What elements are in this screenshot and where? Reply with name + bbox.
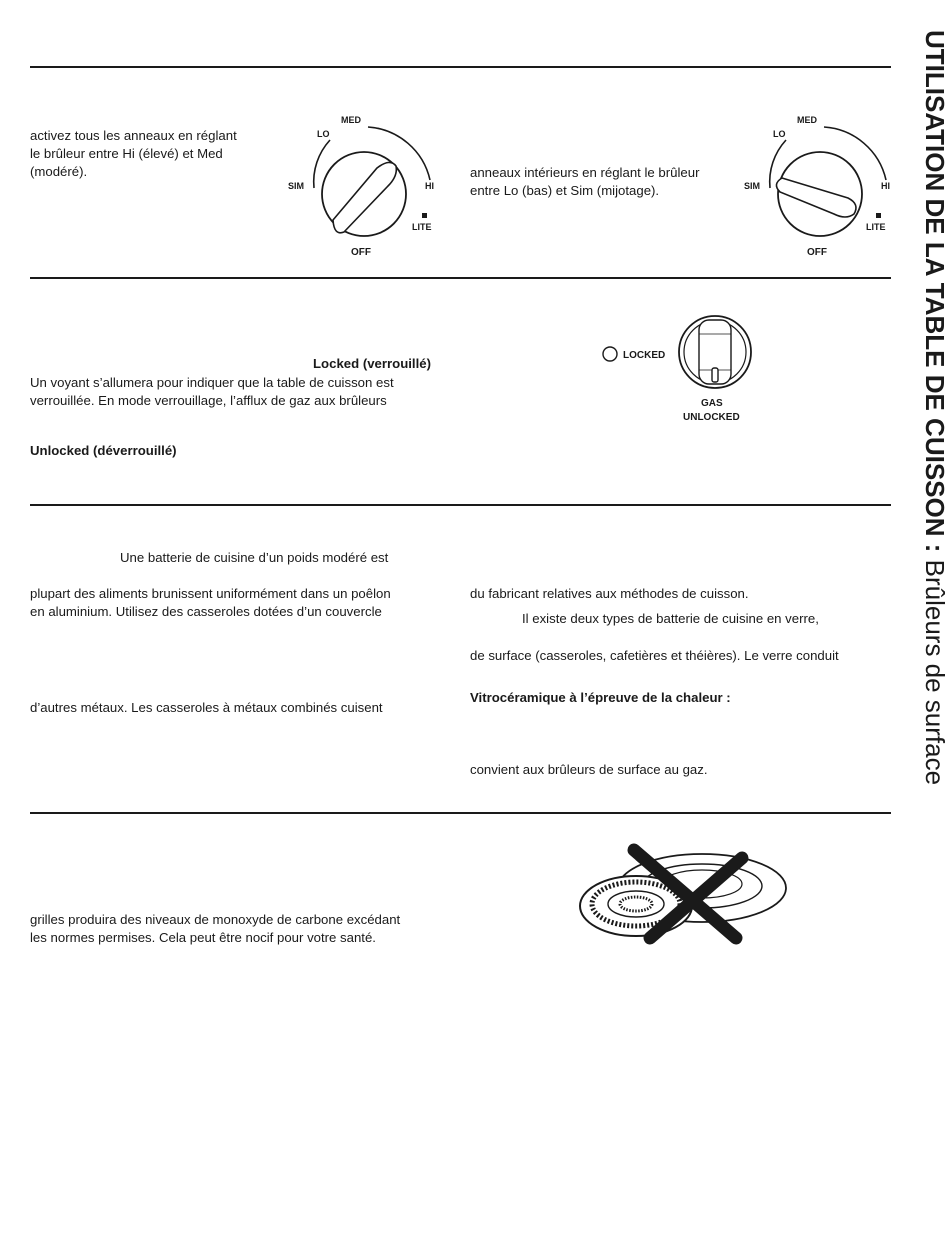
co-warning-text [30,911,400,947]
unlocked-heading: Unlocked (déverrouillé) [30,443,177,458]
lock-indicator-light-icon [603,347,617,361]
cookware-text-aluminum [30,585,391,621]
lock-label-unlocked: UNLOCKED [683,412,740,423]
dial-label-lite: LITE [412,222,432,232]
text-line: plupart des aliments brunissent uniformément dans un poêlon [30,586,391,601]
section-title-vertical [922,30,948,785]
text-line: anneaux intérieurs en réglant le brûleur [470,165,700,180]
text-line: (modéré). [30,164,88,179]
cookware-text-gas-burners: convient aux brûleurs de surface au gaz. [470,762,708,777]
cookware-text-glass-types: Il existe deux types de batterie de cuisine en verre, [522,611,819,626]
text-line: les normes permises. Cela peut être nocif pour votre santé. [30,930,376,945]
lite-marker [876,213,881,218]
section-divider-1 [30,66,891,68]
text-line: activez tous les anneaux en réglant [30,128,237,143]
dial-label-lo: LO [773,129,786,139]
dial-instructions-left [30,127,237,181]
text-line: grilles produira des niveaux de monoxyde de carbone excédant [30,912,401,927]
no-foil-on-burner-illustration [574,842,794,952]
cookware-text-manufacturer: du fabricant relatives aux méthodes de cuisson. [470,586,749,601]
text-line: verrouillée. En mode verrouillage, l’afflux de gaz aux brûleurs [30,393,387,408]
burner-dial-hi-med-illustration [280,108,450,263]
side-title-main: UTILISATION DE LA TABLE DE CUISSON : [920,30,950,553]
dial-label-lo: LO [317,129,330,139]
dial-label-sim: SIM [288,181,305,191]
text-line: en aluminium. Utilisez des casseroles dotées d’un couvercle [30,604,382,619]
dial-label-med: MED [797,115,817,125]
section-divider-2 [30,277,891,279]
side-title-sub: Brûleurs de surface [920,552,950,786]
dial-label-off: OFF [351,247,371,258]
locked-heading: Locked (verrouillé) [313,356,431,371]
dial-instructions-right [470,164,699,200]
lock-label-gas: GAS [701,398,723,409]
lock-knob-illustration [596,312,766,430]
dial-label-hi: HI [881,181,890,191]
text-line: entre Lo (bas) et Sim (mijotage). [470,183,660,198]
section-divider-3 [30,504,891,506]
dial-label-lite: LITE [866,222,886,232]
dial-label-med: MED [341,115,361,125]
cookware-text-glass-conduct: de surface (casseroles, cafetières et théières). Le verre conduit [470,648,839,663]
burner-dial-lo-sim-illustration [736,108,906,263]
glass-ceramic-heading: Vitrocéramique à l’épreuve de la chaleur : [470,690,731,705]
dial-label-off: OFF [807,247,827,258]
dial-label-hi: HI [425,181,434,191]
lite-marker [422,213,427,218]
lock-label-locked: LOCKED [623,350,666,361]
text-line: le brûleur entre Hi (élevé) et Med [30,146,223,161]
section-divider-4 [30,812,891,814]
locked-description [30,374,394,410]
cookware-text-metals: d’autres métaux. Les casseroles à métaux combinés cuisent [30,700,383,715]
text-line: Un voyant s’allumera pour indiquer que la table de cuisson est [30,375,394,390]
dial-label-sim: SIM [744,181,761,191]
cookware-text-intro: Une batterie de cuisine d’un poids modéré est [120,550,389,565]
